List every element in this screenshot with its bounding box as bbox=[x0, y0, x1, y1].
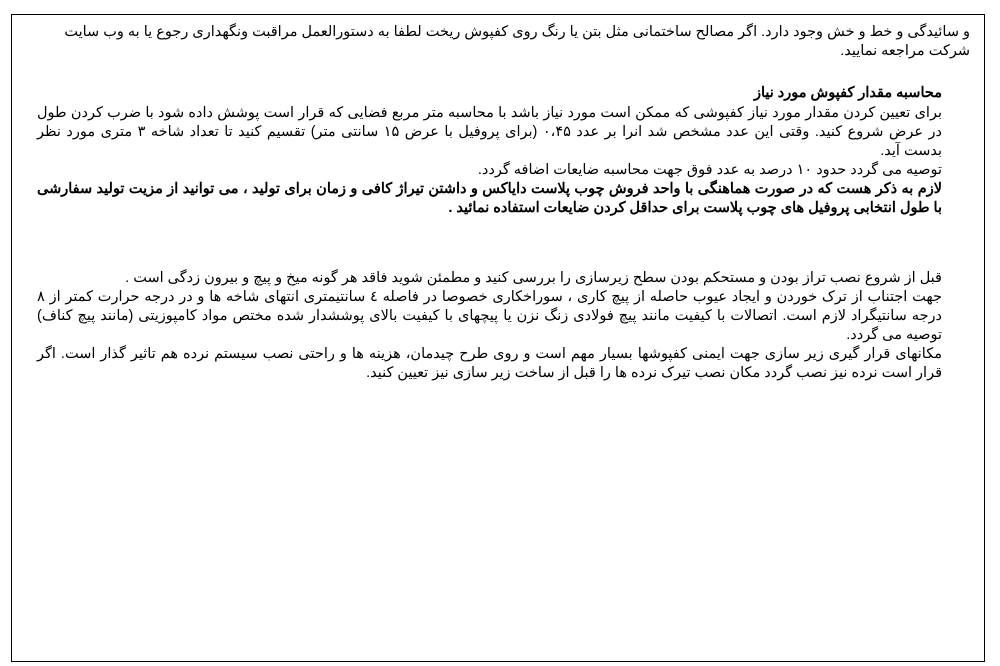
intro-paragraph: و سائیدگی و خط و خش وجود دارد. اگر مصالح ساختمانی مثل بتن یا رنگ روی کفپوش ریخت لطفا به دستورالعمل مراقبت ونگهداری رجوع یا به وب سایت شرکت مراجعه نمایید. bbox=[64, 24, 970, 59]
calculation-paragraph-2: توصیه می گردد حدود ۱۰ درصد به عدد فوق جهت محاسبه ضایعات اضافه گردد. bbox=[477, 162, 942, 178]
document-page bbox=[11, 14, 985, 662]
calculation-section bbox=[37, 83, 942, 218]
installation-paragraph-3: مکانهای قرار گیری زیر سازی جهت ایمنی کفپوشها بسیار مهم است و روی طرح چیدمان، هزینه ها و راحتی نصب سیستم نرده هم تاثیر گذار است. اگر قرار است نرده نیز نصب گردد مکان نصب تیرک نرده ها را قبل از ساخت زیر سازی نیز تعیین کنید. bbox=[37, 346, 942, 381]
calculation-paragraph-1: برای تعیین کردن مقدار مورد نیاز کفپوشی که ممکن است مورد نیاز باشد با محاسبه متر مربع فضایی که قرار است پوشش داده شود با ضرب کردن طول در عرض شروع کنید. وقتی این عدد مشخص شد انرا بر عدد ۰،۴۵ (برای پروفیل با عرض ۱۵ سانتی متر) تقسیم کنید تا تعداد شاخه ۳ متری مورد نظر بدست آید. bbox=[37, 105, 943, 159]
installation-paragraph-2: جهت اجتناب از ترک خوردن و ایجاد عیوب حاصله از پیچ کاری ، سوراخکاری خصوصا در فاصله ٤ سانتیمتری انتهای شاخه ها و در درجه حرارت کمتر از ۸ درجه سانتیگراد لازم است. اتصالات با کیفیت مانند پیچ فولادی زنگ نزن یا پیچهای با کیفیت بالای پوششدار شده مختص مواد کامپوزیتی (مانند پیچ کناف) توصیه می گردد. bbox=[37, 289, 942, 343]
installation-section bbox=[37, 269, 942, 383]
calculation-note-bold: لازم به ذکر هست که در صورت هماهنگی با واحد فروش چوب پلاست دایاکس و داشتن تیراژ کافی و زمان برای تولید ، می توانید از مزیت تولید سفارشی با طول انتخابی پروفیل های چوب پلاست برای حداقل کردن ضایعات استفاده نمائید . bbox=[37, 181, 942, 216]
installation-paragraph-1: قبل از شروع نصب تراز بودن و مستحکم بودن سطح زیرسازی را بررسی کنید و مطمئن شوید فاقد هر گونه میخ و پیچ و بیرون زدگی است . bbox=[125, 270, 942, 286]
section-heading: محاسبه مقدار کفپوش مورد نیاز bbox=[753, 85, 942, 101]
